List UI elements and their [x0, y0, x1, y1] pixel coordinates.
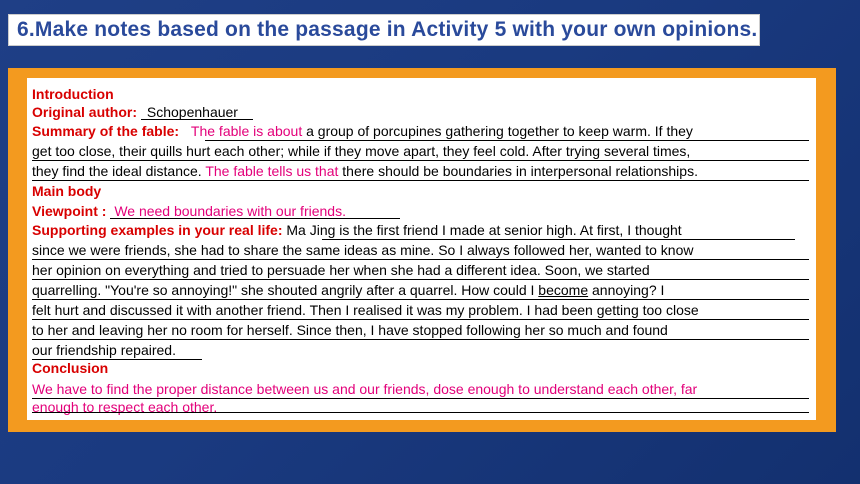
examples-line-4	[32, 281, 664, 299]
summary-label: Summary of the fable:	[32, 123, 180, 139]
examples-text-4a: quarrelling. "You're so annoying!" she shouted angrily after a quarrel. How could I	[32, 282, 535, 298]
conclusion-line-2: enough to respect each other.	[32, 399, 218, 415]
examples-text-1: Ma Jing is the first friend I made at senior high. At first, I thought	[286, 222, 682, 238]
summary-underline-1	[205, 140, 809, 141]
summary-text-3b: The fable tells us that	[205, 163, 339, 179]
examples-underline-5	[32, 319, 809, 320]
notes-card	[27, 78, 816, 420]
conclusion-heading: Conclusion	[32, 360, 109, 376]
summary-underline-2	[32, 160, 809, 161]
summary-text-3a: they find the ideal distance.	[32, 163, 202, 179]
examples-text-4c: annoying? I	[592, 282, 665, 298]
viewpoint-label: Viewpoint :	[32, 203, 107, 219]
examples-underline-4	[32, 299, 809, 300]
examples-line-3: her opinion on everything and tried to persuade her when she had a different idea. Soon, we started	[32, 262, 650, 278]
examples-underline-1	[322, 239, 795, 240]
summary-line-1	[32, 122, 693, 140]
summary-text-3c: there should be boundaries in interpersonal relationships.	[342, 163, 698, 179]
examples-line-5: felt hurt and discussed it with another friend. Then I realised it was my problem. I had been getting too close	[32, 302, 699, 318]
author-value: Schopenhauer	[146, 104, 238, 120]
author-blank	[141, 103, 253, 120]
examples-underline-3	[32, 279, 809, 280]
page-title: 6.Make notes based on the passage in Activity 5 with your own opinions.	[17, 18, 758, 41]
examples-word-become: become	[538, 282, 589, 298]
examples-label: Supporting examples in your real life:	[32, 222, 283, 238]
viewpoint-value: We need boundaries with our friends.	[114, 203, 346, 219]
summary-line-3	[32, 162, 698, 180]
summary-prefix: The fable is about	[190, 123, 303, 139]
author-line	[32, 103, 253, 121]
examples-underline-6	[32, 339, 809, 340]
viewpoint-blank	[110, 202, 400, 219]
examples-line-7: our friendship repaired.	[32, 342, 176, 358]
author-label: Original author:	[32, 104, 137, 120]
examples-line-2: since we were friends, she had to share the same ideas as mine. So I always followed her, wanted to know	[32, 242, 694, 258]
title-banner	[8, 14, 760, 46]
summary-underline-3	[32, 180, 809, 181]
conclusion-underline-2	[32, 412, 809, 413]
main-body-heading: Main body	[32, 183, 102, 199]
introduction-heading: Introduction	[32, 86, 114, 102]
conclusion-line-1: We have to find the proper distance between us and our friends, dose enough to understand each other, far	[32, 381, 698, 397]
examples-line-1	[32, 221, 682, 239]
summary-line-2: get too close, their quills hurt each other; while if they move apart, they feel cold. After trying several times,	[32, 143, 691, 159]
summary-text-1: a group of porcupines gathering together to keep warm. If they	[306, 123, 693, 139]
viewpoint-line	[32, 202, 400, 220]
examples-line-6: to her and leaving her no room for herself. Since then, I have stopped following her so much and found	[32, 322, 668, 338]
examples-underline-2	[32, 259, 809, 260]
